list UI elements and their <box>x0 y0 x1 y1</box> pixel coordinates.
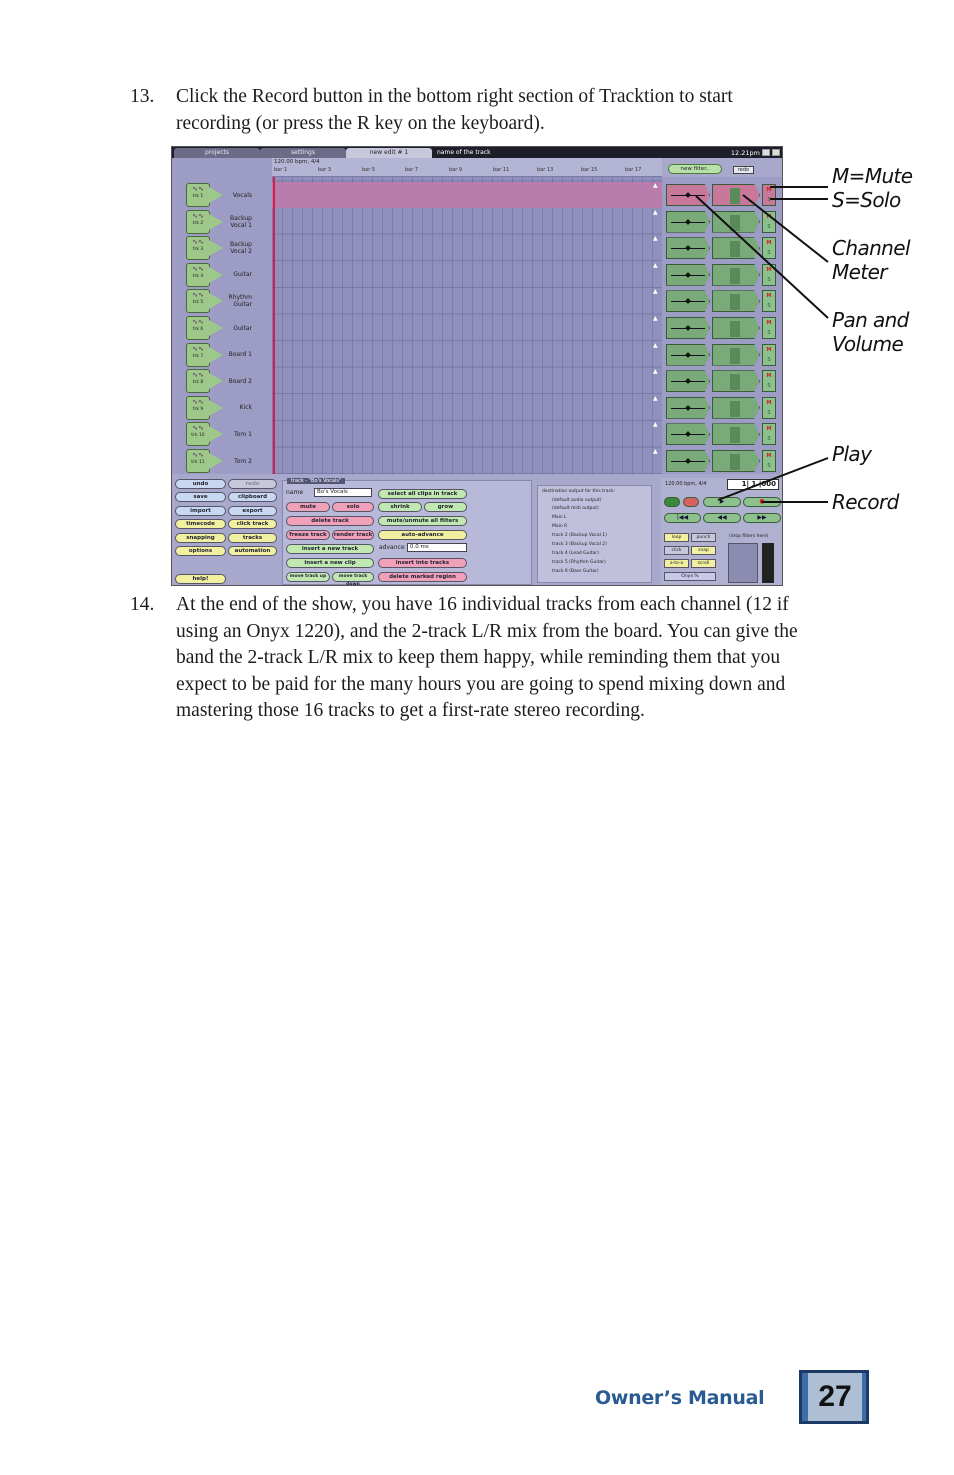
track-id: trk 11 <box>191 460 205 465</box>
destination-item[interactable]: track 6 (Bass Guitar) <box>552 569 599 574</box>
track-input-icon[interactable] <box>186 422 210 446</box>
pan-volume-control[interactable] <box>666 184 710 206</box>
waveform-icon: ∿∿ <box>192 238 204 247</box>
track-input-icon[interactable] <box>186 289 210 313</box>
track-id: trk 2 <box>192 220 204 226</box>
track-row[interactable] <box>176 395 782 421</box>
ruler-bar: bar 13 <box>537 167 554 173</box>
meter-bar <box>730 188 740 204</box>
collapse-icon[interactable]: ▲ <box>653 182 658 189</box>
footer-manual-label: Owner’s Manual <box>595 1387 765 1409</box>
position-counter[interactable]: 1| 1 |000 <box>727 479 779 490</box>
destination-item[interactable]: track 3 (Backup Vocal 2) <box>552 542 607 547</box>
auto-advance-toggle[interactable]: auto-advance <box>378 530 467 540</box>
select-all-clips-button[interactable]: select all clips in track <box>378 489 467 499</box>
shrink-button[interactable]: shrink <box>378 502 422 512</box>
delete-track-button[interactable]: delete track <box>286 516 374 526</box>
step-line: recording (or press the R key on the keyboard). <box>176 112 545 134</box>
pan-knob[interactable] <box>685 325 691 331</box>
step-text <box>176 592 836 725</box>
callout-text: Channel <box>832 236 910 260</box>
advance-label: advance <box>379 544 405 551</box>
tab-bar <box>172 147 783 158</box>
click-button[interactable]: click <box>664 546 689 555</box>
destination-item[interactable]: (default midi output) <box>552 506 599 511</box>
destination-item[interactable]: track 2 (Backup Vocal 1) <box>552 533 607 538</box>
mute-toggle[interactable]: M <box>766 293 772 300</box>
ruler-bar: bar 11 <box>493 167 510 173</box>
mute-solo-box[interactable] <box>762 397 776 419</box>
export-button[interactable]: export <box>228 506 277 516</box>
track-row[interactable] <box>176 182 782 208</box>
mute-toggle[interactable]: M <box>766 346 772 353</box>
loop-button[interactable]: loop <box>664 533 689 542</box>
mute-solo-box[interactable] <box>762 237 776 259</box>
track-input-icon[interactable] <box>186 396 210 420</box>
page-number: 27 <box>808 1373 862 1421</box>
waveform-icon: ∿∿ <box>192 291 204 300</box>
callout-mute-solo <box>832 164 913 212</box>
ruler-bar: bar 5 <box>362 167 376 173</box>
collapse-icon[interactable]: ▲ <box>653 394 658 402</box>
click-track-button[interactable]: click track <box>228 519 277 529</box>
record-button[interactable]: ● <box>743 497 781 507</box>
rewind-button[interactable]: ◀◀ <box>703 513 741 523</box>
mute-solo-box[interactable] <box>762 450 776 472</box>
ruler-bar: bar 9 <box>449 167 463 173</box>
snapping-button[interactable]: snapping <box>175 533 226 543</box>
waveform-icon: ∿∿ <box>192 211 204 220</box>
grow-button[interactable]: grow <box>424 502 467 512</box>
track-name[interactable]: Tom 2 <box>234 457 252 465</box>
step-line: Click the Record button in the bottom right section of Tracktion to start <box>176 86 733 107</box>
destination-item[interactable]: Main L <box>552 515 567 520</box>
pan-knob[interactable] <box>685 192 691 198</box>
track-row[interactable] <box>176 288 782 314</box>
new-filter-button[interactable]: new filter.. <box>668 164 722 174</box>
track-name-input[interactable]: Bo's Vocals <box>314 488 372 497</box>
channel-meter <box>712 237 760 259</box>
meter-bar <box>730 374 740 390</box>
ruler-bpm: 120.00 bpm, 4/4 <box>274 159 320 165</box>
track-id: trk 10 <box>191 433 205 439</box>
callout-text: Play <box>832 442 872 466</box>
meter-bar <box>730 401 740 417</box>
timecode-button[interactable]: timecode <box>175 519 226 529</box>
callout-channel-meter <box>832 236 910 284</box>
meter-bar <box>730 294 740 310</box>
callout-pan-volume <box>832 308 909 356</box>
collapse-icon[interactable]: ▲ <box>653 235 658 243</box>
meter-bar <box>730 454 740 470</box>
collapse-icon[interactable]: ▲ <box>653 208 658 216</box>
channel-meter <box>712 317 760 339</box>
track-name[interactable]: Tom 1 <box>234 430 252 438</box>
step-text <box>176 84 836 137</box>
options-button[interactable]: options <box>175 546 226 556</box>
destination-header: destination output for this track: <box>542 489 616 494</box>
track-row[interactable] <box>176 235 782 261</box>
channel-meter <box>712 184 760 206</box>
step-line: using an Onyx 1220), and the 2-track L/R mix from the board. You can give the <box>176 620 798 642</box>
waveform-icon: ∿∿ <box>192 185 204 193</box>
move-track-down-button[interactable]: move track down <box>332 572 374 582</box>
pan-knob[interactable] <box>685 299 691 305</box>
fast-forward-button[interactable]: ▶▶ <box>743 513 781 523</box>
clipboard-button[interactable]: clipboard <box>228 492 277 502</box>
master-level-meter <box>762 543 774 583</box>
track-name[interactable]: Backup Vocal 1 <box>230 214 252 229</box>
mute-toggle[interactable]: M <box>766 373 772 380</box>
import-button[interactable]: import <box>175 506 226 516</box>
solo-toggle[interactable]: S <box>767 276 771 283</box>
pan-knob[interactable] <box>685 245 691 251</box>
scroll-button[interactable]: scroll <box>691 559 716 568</box>
track-name[interactable]: Guitar <box>233 324 252 332</box>
pan-knob[interactable] <box>685 378 691 384</box>
track-input-icon[interactable] <box>186 343 210 367</box>
solo-toggle[interactable]: S <box>767 463 771 469</box>
track-input-icon[interactable] <box>186 263 210 287</box>
waveform-icon: ∿∿ <box>192 424 204 433</box>
ruler-bar: bar 17 <box>625 167 642 173</box>
solo-toggle[interactable]: S <box>767 409 771 416</box>
channel-meter <box>712 211 760 233</box>
pan-knob[interactable] <box>685 458 691 464</box>
step-number: 14. <box>130 594 155 615</box>
mute-solo-box[interactable] <box>762 370 776 392</box>
step-line: expect to be paid for the many hours you are going to spend mixing down and <box>176 673 786 695</box>
track-panel-title: track - "Bo's Vocals" <box>287 478 345 484</box>
callout-text: Record <box>832 490 899 514</box>
pan-knob[interactable] <box>685 272 691 278</box>
track-id: trk 8 <box>192 380 204 386</box>
track-id: trk 1 <box>192 194 204 199</box>
mute-toggle[interactable]: M <box>766 453 772 459</box>
callout-text: Meter <box>832 260 887 284</box>
collapse-icon[interactable]: ▲ <box>653 368 658 376</box>
track-row[interactable] <box>176 315 782 341</box>
track-row[interactable] <box>176 209 782 235</box>
waveform-icon: ∿∿ <box>192 344 204 353</box>
waveform-icon: ∿∿ <box>192 318 204 326</box>
tab-projects[interactable]: projects <box>174 148 260 158</box>
channel-meter <box>712 344 760 366</box>
solo-toggle[interactable]: S <box>767 330 771 336</box>
track-id: trk 9 <box>192 406 204 412</box>
auto-button[interactable]: a-to-a <box>664 559 689 568</box>
collapse-icon[interactable]: ▲ <box>653 261 658 269</box>
transport-bpm: 120.00 bpm, 4/4 <box>665 481 707 487</box>
solo-toggle[interactable]: S <box>767 223 771 230</box>
freeze-track-button[interactable]: freeze track <box>286 530 330 540</box>
pan-knob[interactable] <box>685 432 691 438</box>
track-id: trk 6 <box>192 327 204 332</box>
track-input-icon[interactable] <box>186 316 210 340</box>
pan-volume-control[interactable] <box>666 317 710 339</box>
waveform-icon: ∿∿ <box>192 264 204 273</box>
channel-meter <box>712 290 760 312</box>
delete-marked-region-button[interactable]: delete marked region <box>378 572 467 582</box>
pan-volume-control[interactable] <box>666 423 710 445</box>
mute-solo-box[interactable] <box>762 211 776 233</box>
collapse-icon[interactable]: ▲ <box>653 341 658 349</box>
pan-volume-control[interactable] <box>666 264 710 286</box>
mute-solo-box[interactable] <box>762 184 776 206</box>
channel-meter <box>712 397 760 419</box>
waveform-icon: ∿∿ <box>192 397 204 406</box>
track-input-icon[interactable] <box>186 449 210 473</box>
channel-meter <box>712 423 760 445</box>
destination-item[interactable]: Main R <box>552 524 568 529</box>
channel-meter <box>712 450 760 472</box>
onyx-meter: Onyx % <box>664 572 716 581</box>
collapse-icon[interactable]: ▲ <box>653 448 658 455</box>
pan-knob[interactable] <box>685 219 691 225</box>
track-name[interactable]: Rhythm Guitar <box>228 294 252 309</box>
clock: 12.21pm <box>730 149 760 157</box>
waveform-icon: ∿∿ <box>192 451 204 459</box>
render-track-button[interactable]: render track <box>333 532 373 538</box>
insert-into-tracks-button[interactable]: insert into tracks <box>378 558 467 568</box>
solo-toggle[interactable]: S <box>767 303 771 310</box>
master-volume-slider[interactable] <box>728 543 758 583</box>
pan-volume-control[interactable] <box>666 290 710 312</box>
callout-solo: S=Solo <box>832 188 901 212</box>
callout-text: Pan and <box>832 308 909 332</box>
move-track-up-button[interactable]: move track up <box>286 572 330 582</box>
destination-list[interactable] <box>537 485 652 583</box>
meter-bar <box>730 427 740 443</box>
ruler-bar: bar 3 <box>318 167 332 173</box>
track-name[interactable]: Kick <box>239 404 252 412</box>
callout-play <box>832 442 871 466</box>
redo-small-button[interactable]: redo <box>733 166 754 174</box>
mute-toggle[interactable]: M <box>766 266 772 273</box>
mute-toggle[interactable]: M <box>766 399 772 406</box>
insert-new-track-button[interactable]: insert a new track <box>286 544 374 554</box>
timeline-ruler[interactable] <box>272 158 662 177</box>
track-row[interactable] <box>176 448 782 474</box>
pan-volume-control[interactable] <box>666 237 710 259</box>
channel-meter <box>712 264 760 286</box>
meter-bar <box>730 215 740 231</box>
ruler-bar: bar 7 <box>405 167 419 173</box>
track-input-icon[interactable] <box>186 210 210 234</box>
pan-volume-control[interactable] <box>666 450 710 472</box>
track-name[interactable]: Guitar <box>233 271 252 279</box>
destination-item[interactable]: track 4 (Lead Guitar) <box>552 551 599 556</box>
solo-toggle[interactable]: S <box>767 436 771 443</box>
callout-text: Volume <box>832 332 904 356</box>
ruler-bar: bar 1 <box>274 167 288 173</box>
track-name[interactable]: Backup Vocal 2 <box>230 241 252 256</box>
mute-toggle[interactable]: M <box>766 213 772 220</box>
track-id: trk 3 <box>192 247 204 253</box>
track-input-icon[interactable] <box>186 183 210 207</box>
step-number: 13. <box>130 86 155 107</box>
track-name-title: name of the track <box>434 148 554 158</box>
punch-button[interactable]: punch <box>691 533 716 542</box>
mute-solo-box[interactable] <box>762 317 776 339</box>
meter-bar <box>730 268 740 284</box>
close-icon[interactable] <box>772 149 780 156</box>
waveform-icon: ∿∿ <box>192 371 204 380</box>
pan-volume-control[interactable] <box>666 397 710 419</box>
meter-bar <box>730 321 740 337</box>
advance-input[interactable]: 0.0 ms <box>407 543 467 552</box>
track-name[interactable]: Board 2 <box>228 377 252 385</box>
mute-toggle[interactable]: M <box>766 240 772 247</box>
track-row[interactable] <box>176 262 782 288</box>
mute-button[interactable]: mute <box>286 502 330 512</box>
track-id: trk 4 <box>192 273 204 279</box>
pan-volume-control[interactable] <box>666 211 710 233</box>
mute-solo-box[interactable] <box>762 344 776 366</box>
drop-filters-label: (drop filters here) <box>729 534 769 539</box>
callout-mute: M=Mute <box>832 164 913 188</box>
collapse-icon[interactable]: ▲ <box>653 315 658 322</box>
help-button[interactable]: help! <box>175 574 226 584</box>
mute-unmute-filters-button[interactable]: mute/unmute all filters <box>378 516 467 526</box>
pan-volume-control[interactable] <box>666 344 710 366</box>
track-input-icon[interactable] <box>186 236 210 260</box>
solo-toggle[interactable]: S <box>767 356 771 363</box>
solo-button[interactable]: solo <box>332 502 374 512</box>
track-input-icon[interactable] <box>186 369 210 393</box>
snap-button[interactable]: snap <box>691 546 716 555</box>
callout-record <box>832 490 899 514</box>
save-button[interactable]: save <box>175 492 226 502</box>
track-name[interactable]: Board 1 <box>228 351 252 359</box>
track-id: trk 7 <box>192 353 204 359</box>
pan-volume-control[interactable] <box>666 370 710 392</box>
input-icon[interactable] <box>664 497 680 507</box>
track-row[interactable] <box>176 342 782 368</box>
collapse-icon[interactable]: ▲ <box>653 288 658 296</box>
minimize-icon[interactable] <box>762 149 770 156</box>
record-arm-icon[interactable] <box>683 497 699 507</box>
mute-toggle[interactable]: M <box>766 426 772 433</box>
track-id: trk 5 <box>192 300 204 306</box>
collapse-icon[interactable]: ▲ <box>653 421 658 429</box>
redo-button[interactable]: redo <box>228 479 277 489</box>
mute-solo-box[interactable] <box>762 264 776 286</box>
step-line: At the end of the show, you have 16 individual tracks from each channel (12 if <box>176 594 789 615</box>
pan-knob[interactable] <box>685 352 691 358</box>
meter-bar <box>730 348 740 364</box>
tab-settings[interactable]: settings <box>260 148 346 158</box>
track-row[interactable] <box>176 368 782 394</box>
track-row[interactable] <box>176 421 782 447</box>
track-name[interactable]: Vocals <box>232 191 252 199</box>
destination-item[interactable]: track 5 (Rhythm Guitar) <box>552 560 606 565</box>
rewind-start-button[interactable]: |◀◀ <box>664 513 701 523</box>
tracktion-screenshot <box>171 146 783 586</box>
solo-toggle[interactable]: S <box>767 250 771 257</box>
mute-toggle[interactable]: M <box>766 187 772 193</box>
solo-toggle[interactable]: S <box>767 383 771 390</box>
channel-meter <box>712 370 760 392</box>
mute-toggle[interactable]: M <box>766 320 772 326</box>
meter-bar <box>730 241 740 257</box>
name-label: name <box>286 489 304 496</box>
step-line: band the 2-track L/R mix to keep them happy, while reminding them that you <box>176 647 781 668</box>
tab-edit[interactable]: new edit # 1 <box>346 148 432 158</box>
undo-button[interactable]: undo <box>175 479 226 489</box>
step-line: mastering those 16 tracks to get a first-rate stereo recording. <box>176 700 645 721</box>
mute-solo-box[interactable] <box>762 423 776 445</box>
ruler-bar: bar 15 <box>581 167 598 173</box>
mute-solo-box[interactable] <box>762 290 776 312</box>
solo-toggle[interactable]: S <box>767 197 771 203</box>
automation-button[interactable]: automation <box>228 546 277 556</box>
destination-item[interactable]: (default audio output) <box>552 498 602 503</box>
tracks-button[interactable]: tracks <box>228 533 277 543</box>
play-button[interactable]: ▶ <box>703 497 741 507</box>
pan-knob[interactable] <box>685 405 691 411</box>
insert-new-clip-button[interactable]: insert a new clip <box>286 558 374 568</box>
